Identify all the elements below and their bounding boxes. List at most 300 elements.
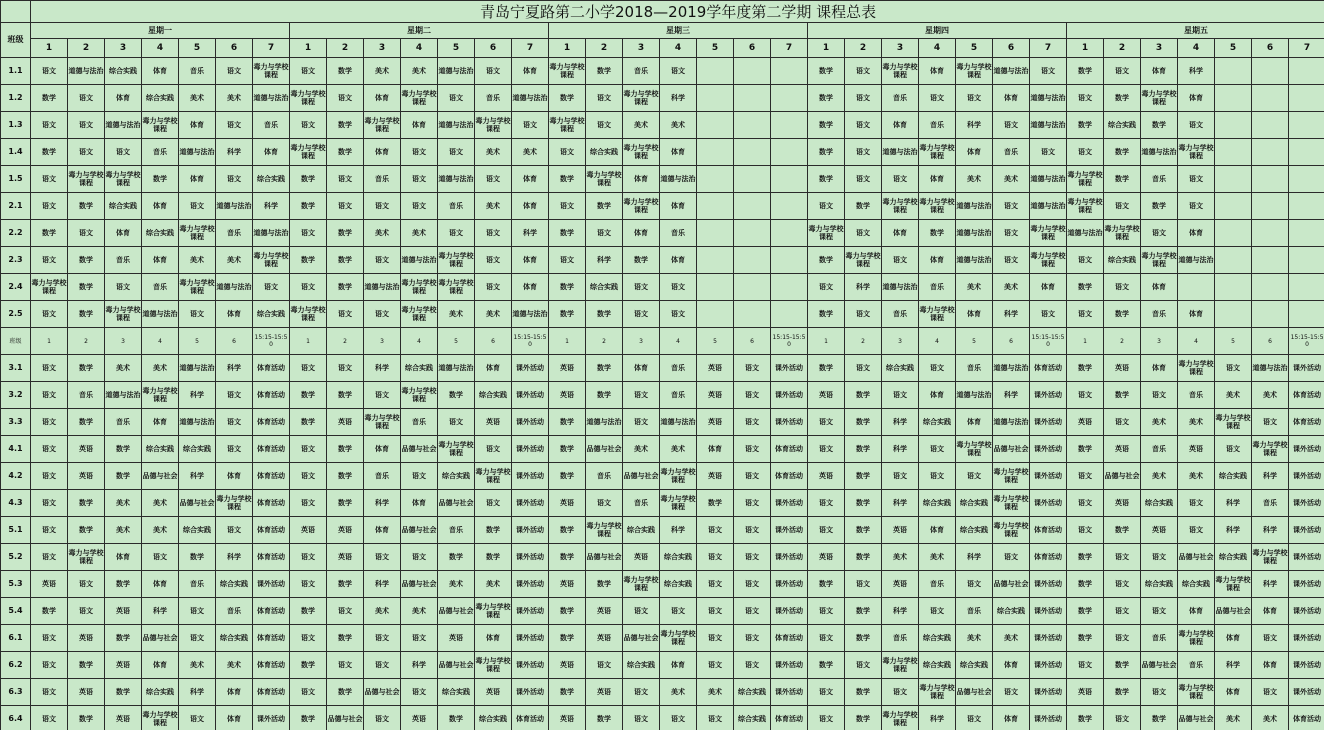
schedule-cell[interactable]: 道德与法治 [216, 274, 253, 301]
schedule-cell[interactable]: 课外活动 [512, 463, 549, 490]
schedule-cell[interactable]: 数学 [845, 517, 882, 544]
schedule-cell[interactable]: 课外活动 [771, 517, 808, 544]
schedule-cell[interactable]: 语文 [586, 85, 623, 112]
schedule-cell[interactable]: 科学 [1178, 58, 1215, 85]
schedule-cell[interactable]: 品德与社会 [438, 490, 475, 517]
schedule-cell[interactable]: 语文 [845, 220, 882, 247]
schedule-cell[interactable]: 体育活动 [253, 355, 290, 382]
schedule-cell[interactable]: 美术 [956, 274, 993, 301]
schedule-cell[interactable]: 毒力与学校课程 [993, 490, 1030, 517]
schedule-cell[interactable]: 体育 [1252, 652, 1289, 679]
schedule-cell[interactable]: 美术 [1141, 409, 1178, 436]
period-header[interactable]: 6 [216, 39, 253, 58]
schedule-cell[interactable]: 语文 [1104, 625, 1141, 652]
schedule-cell[interactable]: 体育活动 [253, 544, 290, 571]
schedule-cell[interactable] [1215, 247, 1252, 274]
schedule-cell[interactable]: 体育 [512, 193, 549, 220]
schedule-cell[interactable]: 语文 [734, 544, 771, 571]
schedule-cell[interactable]: 数学 [327, 490, 364, 517]
schedule-cell[interactable]: 语文 [1178, 490, 1215, 517]
schedule-cell[interactable]: 毒力与学校课程 [1252, 436, 1289, 463]
schedule-cell[interactable]: 道德与法治 [660, 166, 697, 193]
schedule-cell[interactable]: 数学 [327, 58, 364, 85]
schedule-cell[interactable]: 品德与社会 [623, 463, 660, 490]
schedule-cell[interactable] [1215, 274, 1252, 301]
schedule-cell[interactable] [1289, 274, 1324, 301]
schedule-cell[interactable]: 美术 [475, 571, 512, 598]
period-header[interactable]: 1 [31, 39, 68, 58]
schedule-cell[interactable]: 语文 [1252, 679, 1289, 706]
schedule-cell[interactable]: 音乐 [105, 409, 142, 436]
schedule-cell[interactable]: 数学 [327, 220, 364, 247]
schedule-cell[interactable]: 课外活动 [512, 679, 549, 706]
schedule-cell[interactable]: 数学 [1104, 85, 1141, 112]
schedule-cell[interactable]: 音乐 [586, 463, 623, 490]
schedule-cell[interactable]: 体育 [919, 247, 956, 274]
schedule-cell[interactable]: 毒力与学校课程 [919, 193, 956, 220]
schedule-cell[interactable]: 英语 [105, 598, 142, 625]
schedule-cell[interactable]: 语文 [475, 436, 512, 463]
schedule-cell[interactable]: 英语 [586, 598, 623, 625]
schedule-cell[interactable]: 体育 [623, 355, 660, 382]
class-label[interactable]: 6.3 [1, 679, 31, 706]
period-header[interactable]: 2 [68, 39, 105, 58]
schedule-cell[interactable]: 语文 [586, 112, 623, 139]
schedule-cell[interactable]: 美术 [1252, 382, 1289, 409]
schedule-cell[interactable]: 毒力与学校课程 [105, 166, 142, 193]
schedule-cell[interactable]: 数学 [290, 382, 327, 409]
schedule-cell[interactable]: 毒力与学校课程 [142, 382, 179, 409]
schedule-cell[interactable]: 语文 [734, 409, 771, 436]
schedule-cell[interactable]: 体育活动 [771, 706, 808, 730]
schedule-cell[interactable]: 科学 [993, 382, 1030, 409]
schedule-cell[interactable]: 科学 [401, 652, 438, 679]
period-header-mid[interactable]: 2 [327, 328, 364, 355]
schedule-cell[interactable]: 道德与法治 [882, 139, 919, 166]
schedule-cell[interactable]: 语文 [327, 85, 364, 112]
schedule-cell[interactable]: 语文 [1067, 139, 1104, 166]
schedule-cell[interactable]: 毒力与学校课程 [105, 301, 142, 328]
schedule-cell[interactable]: 品德与社会 [142, 463, 179, 490]
schedule-cell[interactable]: 语文 [216, 112, 253, 139]
schedule-cell[interactable]: 体育活动 [771, 463, 808, 490]
period-header-mid[interactable]: 1 [31, 328, 68, 355]
schedule-cell[interactable]: 语文 [697, 652, 734, 679]
schedule-cell[interactable]: 体育 [142, 409, 179, 436]
schedule-cell[interactable]: 语文 [401, 625, 438, 652]
schedule-cell[interactable]: 品德与社会 [1104, 463, 1141, 490]
schedule-cell[interactable]: 数学 [105, 436, 142, 463]
schedule-cell[interactable]: 毒力与学校课程 [660, 463, 697, 490]
schedule-cell[interactable] [771, 166, 808, 193]
schedule-cell[interactable]: 语文 [290, 571, 327, 598]
schedule-cell[interactable]: 综合实践 [586, 274, 623, 301]
schedule-cell[interactable]: 数学 [1104, 652, 1141, 679]
schedule-cell[interactable]: 语文 [512, 112, 549, 139]
schedule-cell[interactable]: 综合实践 [401, 355, 438, 382]
schedule-cell[interactable] [1252, 301, 1289, 328]
schedule-cell[interactable]: 语文 [364, 652, 401, 679]
schedule-cell[interactable]: 体育 [697, 436, 734, 463]
schedule-cell[interactable]: 英语 [623, 544, 660, 571]
schedule-cell[interactable]: 数学 [68, 274, 105, 301]
schedule-cell[interactable]: 语文 [882, 166, 919, 193]
schedule-cell[interactable]: 语文 [734, 598, 771, 625]
schedule-cell[interactable]: 语文 [1067, 517, 1104, 544]
schedule-cell[interactable]: 语文 [105, 274, 142, 301]
schedule-cell[interactable]: 道德与法治 [438, 58, 475, 85]
schedule-cell[interactable]: 道德与法治 [68, 58, 105, 85]
schedule-cell[interactable]: 语文 [1067, 490, 1104, 517]
schedule-cell[interactable]: 毒力与学校课程 [475, 598, 512, 625]
schedule-cell[interactable]: 数学 [808, 247, 845, 274]
schedule-cell[interactable]: 英语 [808, 463, 845, 490]
schedule-cell[interactable]: 毒力与学校课程 [882, 652, 919, 679]
schedule-cell[interactable]: 科学 [1252, 463, 1289, 490]
schedule-cell[interactable]: 课外活动 [1030, 706, 1067, 730]
schedule-cell[interactable] [734, 301, 771, 328]
schedule-cell[interactable]: 美术 [401, 220, 438, 247]
schedule-cell[interactable]: 美术 [401, 598, 438, 625]
schedule-cell[interactable]: 综合实践 [142, 436, 179, 463]
schedule-cell[interactable]: 课外活动 [1289, 625, 1324, 652]
schedule-cell[interactable]: 美术 [105, 355, 142, 382]
schedule-cell[interactable]: 数学 [327, 139, 364, 166]
schedule-cell[interactable] [1289, 301, 1324, 328]
schedule-cell[interactable]: 毒力与学校课程 [993, 517, 1030, 544]
schedule-cell[interactable]: 体育活动 [253, 625, 290, 652]
schedule-cell[interactable]: 数学 [549, 436, 586, 463]
schedule-cell[interactable]: 音乐 [1252, 490, 1289, 517]
schedule-cell[interactable]: 综合实践 [956, 652, 993, 679]
schedule-cell[interactable]: 数学 [290, 166, 327, 193]
schedule-cell[interactable]: 语文 [1178, 112, 1215, 139]
schedule-cell[interactable]: 语文 [290, 679, 327, 706]
schedule-cell[interactable]: 语文 [734, 625, 771, 652]
schedule-cell[interactable]: 英语 [68, 679, 105, 706]
schedule-cell[interactable]: 课外活动 [771, 598, 808, 625]
schedule-cell[interactable]: 综合实践 [660, 544, 697, 571]
schedule-cell[interactable]: 科学 [253, 193, 290, 220]
schedule-cell[interactable]: 英语 [290, 517, 327, 544]
schedule-cell[interactable]: 语文 [993, 679, 1030, 706]
schedule-cell[interactable] [1252, 139, 1289, 166]
schedule-cell[interactable]: 语文 [68, 571, 105, 598]
schedule-cell[interactable]: 数学 [1067, 706, 1104, 730]
schedule-cell[interactable]: 美术 [438, 301, 475, 328]
schedule-cell[interactable]: 体育 [1215, 625, 1252, 652]
schedule-cell[interactable]: 语文 [882, 382, 919, 409]
schedule-cell[interactable]: 体育活动 [1030, 517, 1067, 544]
class-label[interactable]: 4.3 [1, 490, 31, 517]
schedule-cell[interactable]: 美术 [364, 220, 401, 247]
schedule-cell[interactable]: 语文 [734, 436, 771, 463]
schedule-cell[interactable]: 数学 [290, 652, 327, 679]
schedule-cell[interactable]: 数学 [808, 112, 845, 139]
schedule-cell[interactable]: 音乐 [623, 58, 660, 85]
schedule-cell[interactable]: 数学 [1104, 382, 1141, 409]
schedule-cell[interactable]: 毒力与学校课程 [438, 247, 475, 274]
schedule-cell[interactable]: 综合实践 [1178, 571, 1215, 598]
period-header[interactable]: 5 [179, 39, 216, 58]
schedule-cell[interactable]: 数学 [31, 139, 68, 166]
schedule-cell[interactable]: 音乐 [216, 598, 253, 625]
schedule-cell[interactable]: 品德与社会 [401, 571, 438, 598]
schedule-cell[interactable]: 品德与社会 [993, 571, 1030, 598]
period-header-mid[interactable]: 6 [1252, 328, 1289, 355]
schedule-cell[interactable]: 毒力与学校课程 [179, 220, 216, 247]
schedule-cell[interactable]: 语文 [808, 193, 845, 220]
schedule-cell[interactable]: 数学 [845, 193, 882, 220]
schedule-cell[interactable]: 语文 [31, 58, 68, 85]
schedule-cell[interactable]: 课外活动 [1289, 517, 1324, 544]
schedule-cell[interactable]: 课外活动 [771, 490, 808, 517]
schedule-cell[interactable]: 品德与社会 [1141, 652, 1178, 679]
schedule-cell[interactable]: 语文 [697, 625, 734, 652]
schedule-cell[interactable]: 道德与法治 [956, 382, 993, 409]
schedule-cell[interactable]: 语文 [808, 436, 845, 463]
schedule-cell[interactable]: 语文 [179, 301, 216, 328]
schedule-cell[interactable]: 综合实践 [179, 436, 216, 463]
schedule-cell[interactable]: 数学 [845, 625, 882, 652]
schedule-cell[interactable]: 课外活动 [771, 679, 808, 706]
class-label[interactable]: 5.2 [1, 544, 31, 571]
schedule-cell[interactable]: 体育活动 [253, 436, 290, 463]
schedule-cell[interactable]: 语文 [808, 274, 845, 301]
schedule-cell[interactable]: 语文 [882, 463, 919, 490]
schedule-cell[interactable]: 语文 [956, 85, 993, 112]
schedule-cell[interactable]: 道德与法治 [364, 274, 401, 301]
schedule-cell[interactable]: 道德与法治 [1067, 220, 1104, 247]
schedule-cell[interactable] [1178, 274, 1215, 301]
schedule-cell[interactable]: 课外活动 [512, 571, 549, 598]
schedule-cell[interactable] [1289, 112, 1324, 139]
schedule-cell[interactable]: 数学 [586, 382, 623, 409]
period-header[interactable]: 2 [327, 39, 364, 58]
schedule-cell[interactable]: 语文 [734, 490, 771, 517]
class-label[interactable]: 3.2 [1, 382, 31, 409]
schedule-cell[interactable]: 语文 [475, 220, 512, 247]
schedule-cell[interactable]: 音乐 [919, 274, 956, 301]
period-header[interactable]: 7 [771, 39, 808, 58]
schedule-cell[interactable]: 体育 [142, 247, 179, 274]
schedule-cell[interactable]: 语文 [290, 463, 327, 490]
schedule-cell[interactable]: 课外活动 [1030, 382, 1067, 409]
schedule-cell[interactable]: 英语 [808, 382, 845, 409]
schedule-cell[interactable]: 语文 [179, 598, 216, 625]
schedule-cell[interactable]: 英语 [549, 490, 586, 517]
class-label[interactable]: 2.3 [1, 247, 31, 274]
period-header[interactable]: 6 [1252, 39, 1289, 58]
period-header-mid[interactable]: 15:15-15:50 [512, 328, 549, 355]
schedule-cell[interactable]: 美术 [364, 58, 401, 85]
schedule-cell[interactable]: 品德与社会 [1178, 706, 1215, 730]
schedule-cell[interactable]: 语文 [1104, 274, 1141, 301]
schedule-cell[interactable]: 语文 [549, 139, 586, 166]
schedule-cell[interactable]: 毒力与学校课程 [438, 436, 475, 463]
schedule-cell[interactable]: 毒力与学校课程 [882, 193, 919, 220]
class-label[interactable]: 1.1 [1, 58, 31, 85]
period-header[interactable]: 4 [142, 39, 179, 58]
schedule-cell[interactable]: 科学 [216, 544, 253, 571]
schedule-cell[interactable]: 综合实践 [475, 382, 512, 409]
schedule-cell[interactable]: 体育 [512, 247, 549, 274]
schedule-cell[interactable]: 美术 [105, 490, 142, 517]
schedule-cell[interactable]: 道德与法治 [179, 355, 216, 382]
schedule-cell[interactable]: 品德与社会 [993, 436, 1030, 463]
schedule-cell[interactable]: 毒力与学校课程 [845, 247, 882, 274]
schedule-cell[interactable]: 语文 [993, 247, 1030, 274]
schedule-cell[interactable]: 英语 [475, 679, 512, 706]
class-label[interactable]: 6.1 [1, 625, 31, 652]
schedule-cell[interactable]: 综合实践 [216, 625, 253, 652]
schedule-cell[interactable]: 综合实践 [660, 571, 697, 598]
schedule-cell[interactable]: 语文 [808, 490, 845, 517]
schedule-cell[interactable] [1252, 166, 1289, 193]
schedule-cell[interactable]: 课外活动 [1030, 652, 1067, 679]
schedule-cell[interactable]: 科学 [660, 85, 697, 112]
schedule-cell[interactable]: 音乐 [660, 382, 697, 409]
schedule-cell[interactable] [1215, 193, 1252, 220]
schedule-cell[interactable]: 数学 [31, 598, 68, 625]
schedule-cell[interactable]: 语文 [216, 436, 253, 463]
schedule-cell[interactable]: 课外活动 [1289, 463, 1324, 490]
schedule-cell[interactable]: 语文 [475, 274, 512, 301]
schedule-cell[interactable]: 数学 [1067, 112, 1104, 139]
schedule-cell[interactable]: 数学 [475, 517, 512, 544]
schedule-cell[interactable]: 语文 [31, 166, 68, 193]
schedule-cell[interactable]: 数学 [290, 247, 327, 274]
class-label[interactable]: 6.4 [1, 706, 31, 730]
period-header-mid[interactable]: 5 [438, 328, 475, 355]
period-header-mid[interactable]: 1 [290, 328, 327, 355]
schedule-cell[interactable]: 语文 [993, 220, 1030, 247]
schedule-cell[interactable]: 体育 [216, 679, 253, 706]
schedule-cell[interactable]: 科学 [179, 679, 216, 706]
schedule-cell[interactable]: 数学 [845, 490, 882, 517]
schedule-cell[interactable]: 体育 [1141, 58, 1178, 85]
schedule-cell[interactable]: 道德与法治 [1030, 112, 1067, 139]
schedule-cell[interactable] [734, 247, 771, 274]
schedule-cell[interactable]: 课外活动 [512, 490, 549, 517]
schedule-cell[interactable] [1252, 220, 1289, 247]
schedule-cell[interactable]: 语文 [105, 139, 142, 166]
schedule-cell[interactable]: 体育活动 [253, 409, 290, 436]
schedule-cell[interactable]: 语文 [956, 571, 993, 598]
schedule-cell[interactable]: 科学 [1215, 517, 1252, 544]
schedule-cell[interactable]: 毒力与学校课程 [142, 706, 179, 730]
schedule-cell[interactable]: 品德与社会 [142, 625, 179, 652]
schedule-cell[interactable]: 综合实践 [1141, 490, 1178, 517]
schedule-cell[interactable] [697, 85, 734, 112]
schedule-cell[interactable]: 课外活动 [253, 571, 290, 598]
schedule-cell[interactable]: 语文 [475, 490, 512, 517]
period-header-mid[interactable]: 3 [364, 328, 401, 355]
schedule-cell[interactable]: 道德与法治 [1178, 247, 1215, 274]
schedule-cell[interactable]: 数学 [845, 706, 882, 730]
period-header[interactable]: 3 [1141, 39, 1178, 58]
class-label[interactable]: 5.3 [1, 571, 31, 598]
schedule-cell[interactable]: 品德与社会 [401, 517, 438, 544]
schedule-cell[interactable]: 语文 [216, 382, 253, 409]
schedule-cell[interactable] [697, 193, 734, 220]
schedule-cell[interactable]: 语文 [401, 544, 438, 571]
schedule-cell[interactable]: 语文 [68, 112, 105, 139]
period-header[interactable]: 7 [512, 39, 549, 58]
schedule-cell[interactable]: 综合实践 [142, 679, 179, 706]
schedule-cell[interactable]: 数学 [808, 139, 845, 166]
schedule-cell[interactable]: 数学 [327, 436, 364, 463]
schedule-cell[interactable] [734, 274, 771, 301]
schedule-cell[interactable]: 音乐 [438, 193, 475, 220]
schedule-cell[interactable]: 语文 [1215, 355, 1252, 382]
schedule-cell[interactable]: 道德与法治 [586, 409, 623, 436]
schedule-cell[interactable]: 语文 [1067, 382, 1104, 409]
schedule-cell[interactable]: 数学 [68, 247, 105, 274]
schedule-cell[interactable]: 音乐 [364, 463, 401, 490]
schedule-cell[interactable]: 品德与社会 [364, 679, 401, 706]
schedule-cell[interactable]: 语文 [623, 274, 660, 301]
schedule-cell[interactable] [1289, 193, 1324, 220]
schedule-cell[interactable] [1252, 58, 1289, 85]
schedule-cell[interactable] [1252, 193, 1289, 220]
schedule-cell[interactable]: 美术 [142, 490, 179, 517]
schedule-cell[interactable]: 语文 [919, 463, 956, 490]
schedule-cell[interactable]: 课外活动 [1030, 571, 1067, 598]
schedule-cell[interactable]: 语文 [1067, 652, 1104, 679]
schedule-cell[interactable]: 语文 [845, 85, 882, 112]
schedule-cell[interactable]: 综合实践 [1104, 247, 1141, 274]
schedule-cell[interactable]: 体育 [919, 517, 956, 544]
schedule-cell[interactable] [771, 85, 808, 112]
schedule-cell[interactable]: 语文 [1252, 625, 1289, 652]
schedule-cell[interactable]: 数学 [1104, 166, 1141, 193]
schedule-cell[interactable]: 科学 [179, 463, 216, 490]
schedule-cell[interactable]: 毒力与学校课程 [290, 139, 327, 166]
schedule-cell[interactable]: 美术 [1215, 382, 1252, 409]
schedule-cell[interactable]: 语文 [697, 706, 734, 730]
schedule-cell[interactable]: 毒力与学校课程 [1252, 544, 1289, 571]
schedule-cell[interactable]: 语文 [31, 409, 68, 436]
schedule-cell[interactable]: 语文 [1104, 193, 1141, 220]
schedule-cell[interactable]: 英语 [882, 517, 919, 544]
schedule-cell[interactable]: 毒力与学校课程 [68, 544, 105, 571]
schedule-cell[interactable]: 数学 [1104, 301, 1141, 328]
period-header-mid[interactable]: 6 [993, 328, 1030, 355]
schedule-cell[interactable]: 音乐 [1141, 436, 1178, 463]
schedule-cell[interactable]: 科学 [1252, 517, 1289, 544]
schedule-cell[interactable]: 体育 [1215, 679, 1252, 706]
schedule-cell[interactable]: 课外活动 [771, 652, 808, 679]
class-label[interactable]: 3.3 [1, 409, 31, 436]
schedule-cell[interactable]: 体育 [1141, 274, 1178, 301]
class-label[interactable]: 2.5 [1, 301, 31, 328]
schedule-cell[interactable] [697, 166, 734, 193]
schedule-cell[interactable]: 体育 [993, 706, 1030, 730]
schedule-cell[interactable]: 综合实践 [919, 409, 956, 436]
period-header-mid[interactable]: 2 [68, 328, 105, 355]
schedule-cell[interactable]: 语文 [290, 436, 327, 463]
schedule-cell[interactable]: 课外活动 [1289, 436, 1324, 463]
schedule-cell[interactable]: 毒力与学校课程 [1067, 166, 1104, 193]
schedule-cell[interactable]: 体育活动 [771, 436, 808, 463]
schedule-cell[interactable]: 科学 [364, 571, 401, 598]
period-header[interactable]: 2 [586, 39, 623, 58]
schedule-cell[interactable]: 音乐 [919, 112, 956, 139]
schedule-cell[interactable]: 体育 [623, 166, 660, 193]
schedule-cell[interactable] [771, 139, 808, 166]
period-header[interactable]: 4 [1178, 39, 1215, 58]
